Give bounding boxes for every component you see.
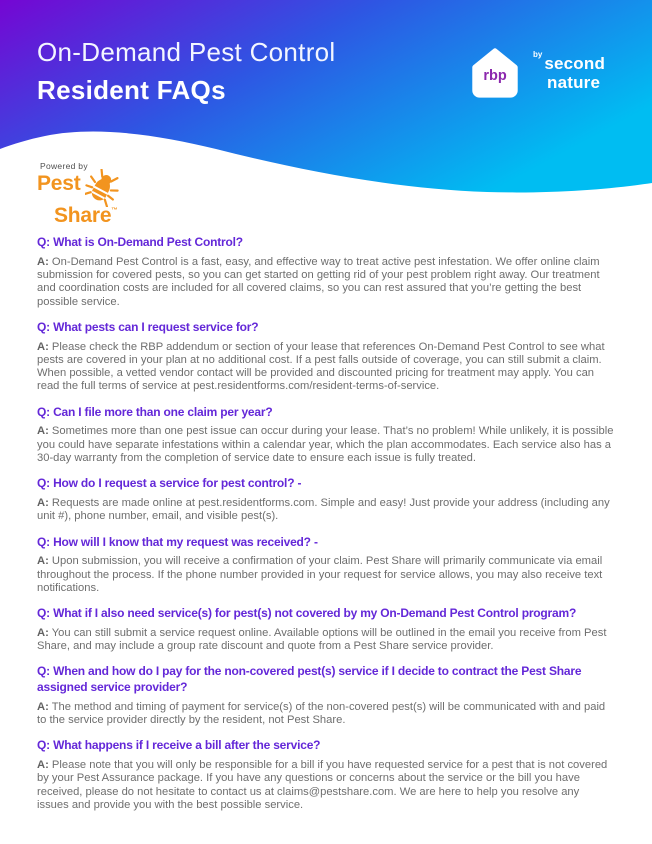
faq-item [37,476,614,523]
answer-text: The method and timing of payment for service(s) of the non-covered pest(s) will be communicated with and paid to the service provider directly by the resident, not Pest Share. [37,700,606,726]
document-subtitle: Resident FAQs [37,75,226,106]
second-nature-wordmark [533,49,606,92]
faq-answer [37,627,614,654]
answer-text: On-Demand Pest Control is a fast, easy, and effective way to treat active pest infestation. We offer online claim submission for covered pests, so you can get started on getting rid of your pest problem right away. Our treatment and coordination costs are included for all covered claims, so you can rest assured that you’re getting the best possible service. [37,255,600,308]
faq-question: Q: What happens if I receive a bill after the service? [37,738,321,753]
rbp-second-nature-logo [466,44,605,102]
document-title: On-Demand Pest Control [37,37,336,67]
answer-text: You can still submit a service request online. Available options will be outlined in the email you receive from Pest Share, and may include a group rate discount and quote from a Pest Share service provider. [37,626,607,653]
answer-text: Sometimes more than one pest issue can occur during your lease. That’s no problem! While unlikely, it is possible you could have separate infestations within a calendar year, which the plan accommodates. Each service also has a 30-day warranty from the completion of service date to ensure each issue is fully treated. [37,425,614,465]
header-title-block [37,37,336,106]
answer-prefix: A: [37,555,49,568]
faq-list [0,215,652,812]
faq-question: Q: How will I know that my request was received? - [37,534,318,549]
faq-item [37,606,614,653]
faq-answer [37,555,614,595]
pestshare-word-pest: Pest [37,172,81,195]
faq-question: Q: When and how do I pay for the non-covered pest(s) service if I decide to contract the Pest Share assigned service provider? [37,664,582,695]
faq-question: Q: What is On-Demand Pest Control? [37,235,243,249]
pestshare-logo [37,161,157,227]
faq-item [37,235,614,309]
answer-prefix: A: [37,425,49,438]
faq-answer [37,256,614,309]
answer-prefix: A: [37,340,49,353]
trademark-symbol: ™ [111,207,118,214]
faq-answer [37,341,614,394]
answer-text: Please check the RBP addendum or section of your lease that references On-Demand Pest Control to see what pests are covered in your plan at no additional cost. If a pest falls outside of coverage, you can still submit a claim. When possible, a vetted vendor contact will be provided and discounted pricing for treatment may apply. You can read the full terms of service at pest.residentforms.com/resident-terms-of-service. [37,340,605,393]
answer-prefix: A: [37,255,49,268]
rbp-logo-text: rbp [483,67,507,84]
faq-question: Q: How do I request a service for pest control? - [37,476,302,491]
faq-item [37,320,614,394]
brand-word-second: second [544,53,606,73]
answer-prefix: A: [37,700,49,713]
faq-answer [37,497,614,524]
faq-question: Q: Can I file more than one claim per year? [37,404,273,419]
faq-item [37,405,614,466]
answer-text: Please note that you will only be responsible for a bill if you have requested service for a pest that is not covered by your Pest Assurance package. If you have any questions or concerns about the service or the bill you have received, please do not hesitate to contact us at claims@pestshare.com. We are here to help you resolve any issues and provide you with the best possible service. [37,758,608,811]
faq-answer [37,701,614,728]
faq-item [37,738,614,812]
brand-word-nature: nature [547,72,601,92]
faq-item [37,535,614,596]
faq-question: Q: What pests can I request service for? [37,319,259,334]
faq-item [37,664,614,727]
rbp-house-icon [466,44,524,102]
powered-by-label: Powered by [40,161,88,171]
answer-text: Upon submission, you will receive a confirmation of your claim. Pest Share will primarily communicate via email throughout the process. If the phone number provided in your request for service allows, you may also receive text notifications. [37,555,603,594]
faq-question: Q: What if I also need service(s) for pest(s) not covered by my On-Demand Pest Control program? [37,606,577,621]
bug-icon [85,169,119,207]
faq-answer [37,425,614,465]
answer-text: Requests are made online at pest.residentforms.com. Simple and easy! Just provide your address (including any unit #), phone number, email, and visible pest(s). [37,496,610,523]
answer-prefix: A: [37,626,49,639]
answer-prefix: A: [37,758,49,771]
pestshare-word-share: Share [54,204,112,227]
answer-prefix: A: [37,496,49,509]
by-label: by [533,49,543,59]
faq-answer [37,759,614,812]
